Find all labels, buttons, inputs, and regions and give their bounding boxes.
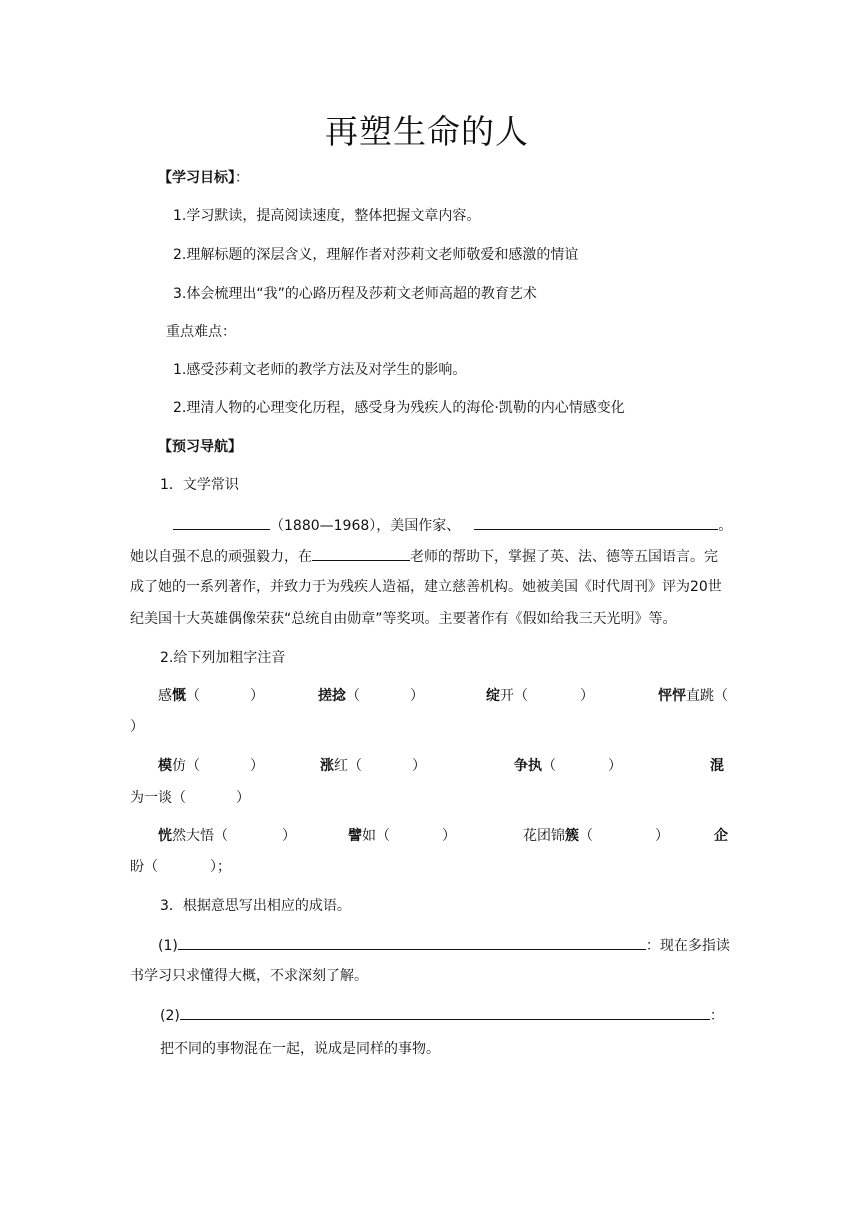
paren-open: （ [542,758,556,774]
word-post: 直跳 [686,688,714,704]
lit-line-2 [130,545,718,567]
paren-close: ） [130,719,144,735]
pinyin-item [318,686,424,706]
word-bold: 怦怦 [658,688,686,704]
word-bold: 恍 [158,828,172,844]
preview-heading-text: 【预习导航】 [158,439,242,455]
paren-close: ） [210,859,217,875]
word-bold: 慨 [172,688,186,704]
word-bold: 混 [710,758,724,774]
key-point-item: 2.理清人物的心理变化历程，感受身为残疾人的海伦·凯勒的内心情感变化 [173,400,625,416]
q1-definition-a: ：现在多指读 [645,938,730,954]
paren-close: ） [442,828,456,844]
paren-open: （ [144,859,158,875]
author-name-blank[interactable] [173,514,270,530]
q1-number: (1) [158,938,178,954]
paren-close: ） [410,688,424,704]
pinyin-item [348,826,456,846]
paren-open: （ [714,688,728,704]
idiom-answer-blank-1[interactable] [178,934,646,950]
section2-heading: 2.给下列加粗字注音 [160,650,286,666]
goals-colon: ： [235,170,249,186]
goal-item: 2.理解标题的深层含义，理解作者对莎莉文老师敬爱和感激的情谊 [173,247,579,263]
paren-close: ） [282,828,296,844]
word-bold: 涨 [320,758,334,774]
q2-definition: 把不同的事物混在一起，说成是同样的事物。 [160,1041,440,1057]
section1-heading: 1．文学常识 [160,477,239,493]
goal-item: 3.体会梳理出“我”的心路历程及莎莉文老师高超的教育艺术 [173,286,537,302]
idiom-q1 [158,934,730,956]
lit-line-2-a: 她以自强不息的顽强毅力，在 [130,549,312,565]
goal-item: 1.学习默读，提高阅读速度，整体把握文章内容。 [173,208,481,224]
pinyin-item [714,826,728,846]
pinyin-item [658,686,728,706]
q1-definition-b: 书学习只求懂得大概，不求深刻了解。 [130,968,368,984]
pinyin-item [158,756,264,776]
word-wrap: 为一谈 [130,790,172,806]
word-wrap: 盼 [130,859,144,875]
paren-open: （ [186,688,200,704]
paren-open: （ [514,688,528,704]
idiom-q2 [160,1004,724,1026]
paren-close: ） [250,688,264,704]
pinyin-item [158,826,296,846]
paren-open: （ [346,688,360,704]
paren-open: （ [579,828,593,844]
paren-open: （ [214,828,228,844]
paren-open: （ [172,790,186,806]
paren-close: ） [236,790,250,806]
paren-open: （ [186,758,200,774]
goals-heading: 【学习目标】 [158,170,235,186]
word-bold: 企 [714,828,728,844]
pinyin-item-wrap [130,857,231,877]
paren-open: （ [348,758,362,774]
idiom-answer-blank-2[interactable] [180,1004,710,1020]
paren-close: ） [580,688,594,704]
word-bold: 簇 [565,828,579,844]
pinyin-item-wrap [130,788,250,808]
pinyin-item [523,826,669,846]
page-title: 再塑生命的人 [325,112,529,151]
lit-line-4: 纪美国十大英雄偶像荣获“总统自由勋章”等奖项。主要著作有《假如给我三天光明》等。 [130,611,677,627]
q2-colon: ： [709,1008,724,1024]
lit-line-1-end: 。 [718,518,733,534]
author-title-blank[interactable] [474,514,718,530]
goals-heading-line [158,168,249,188]
word-bold: 譬 [348,828,362,844]
pinyin-item [710,756,724,776]
word-pre: 感 [158,688,172,704]
paren-close: ） [250,758,264,774]
section3-heading: 3．根据意思写出相应的成语。 [160,898,351,914]
key-point-item: 1.感受莎莉文老师的教学方法及对学生的影响。 [173,362,467,378]
word-post: 红 [334,758,348,774]
q2-number: (2) [160,1008,180,1024]
word-bold: 争执 [514,758,542,774]
word-post: 然大悟 [172,828,214,844]
paren-close: ） [655,828,669,844]
preview-heading [158,437,242,457]
teacher-name-blank[interactable] [312,545,410,561]
pinyin-item [320,756,426,776]
pinyin-item [486,686,594,706]
pinyin-item [158,686,264,706]
lit-line-1 [173,514,732,536]
word-pre: 花团锦 [523,828,565,844]
word-post: 开 [500,688,514,704]
semicolon: ； [217,859,231,875]
pinyin-item [514,756,622,776]
word-post: 如 [362,828,376,844]
paren-open: （ [376,828,390,844]
paren-close: ） [412,758,426,774]
paren-close: ） [608,758,622,774]
word-bold: 模 [158,758,172,774]
lit-line-2-b: 老师的帮助下，掌握了英、法、德等五国语言。完 [410,549,718,565]
lit-line-1-text: （1880—1968），美国作家、 [270,518,461,534]
lit-line-3: 成了她的一系列著作，并致力于为残疾人造福，建立慈善机构。她被美国《时代周刊》评为20世 [130,579,722,595]
word-post: 仿 [172,758,186,774]
key-points-heading: 重点难点： [166,324,236,340]
word-bold: 绽 [486,688,500,704]
word-bold: 搓捻 [318,688,346,704]
